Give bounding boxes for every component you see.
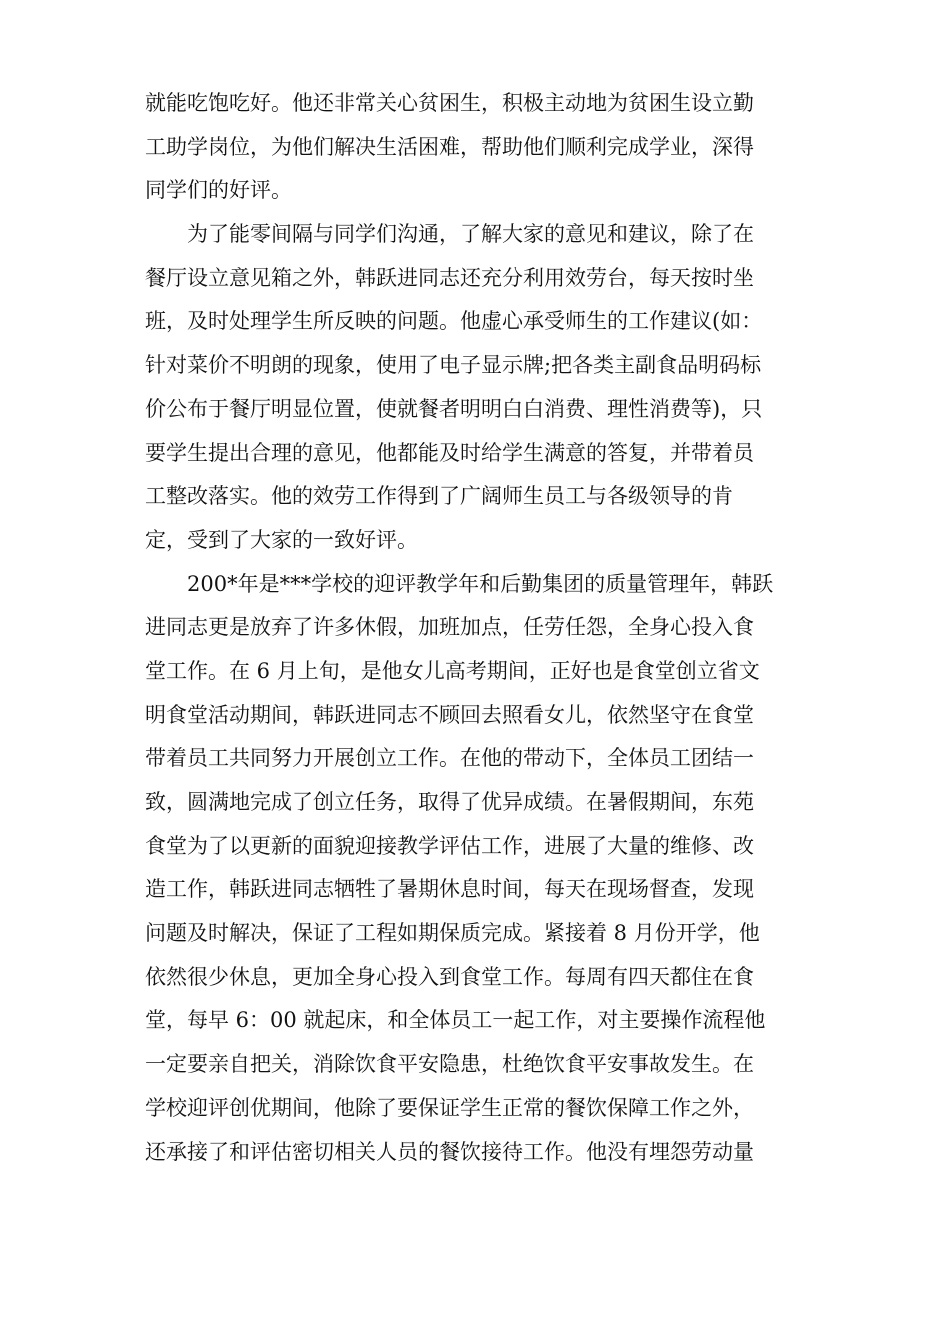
text-line: 明食堂活动期间，韩跃进同志不顾回去照看女儿，依然坚守在食堂	[145, 702, 754, 727]
text-line: 班，及时处理学生所反映的问题。他虚心承受师生的工作建议(如：	[145, 309, 763, 334]
text-line: 就能吃饱吃好。他还非常关心贫困生，积极主动地为贫困生设立勤	[145, 91, 754, 115]
text-line: 堂，每早 6：00 就起床，和全体员工一起工作，对主要操作流程他	[145, 1008, 766, 1033]
text-line: 价公布于餐厅明显位置，使就餐者明明白白消费、理性消费等)，只	[145, 396, 763, 421]
text-line: 还承接了和评估密切相关人员的餐饮接待工作。他没有埋怨劳动量	[145, 1139, 754, 1164]
text-line: 200*年是***学校的迎评教学年和后勤集团的质量管理年，韩跃	[145, 571, 774, 596]
text-line: 一定要亲自把关，消除饮食平安隐患，杜绝饮食平安事故发生。在	[145, 1052, 754, 1077]
text-line: 致，圆满地完成了创立任务，取得了优异成绩。在暑假期间，东苑	[145, 790, 754, 814]
text-line: 同学们的好评。	[145, 178, 292, 203]
text-line: 工整改落实。他的效劳工作得到了广阔师生员工与各级领导的肯	[145, 484, 733, 509]
text-line: 工助学岗位，为他们解决生活困难，帮助他们顺利完成学业，深得	[145, 134, 754, 159]
body-text	[145, 82, 815, 1174]
text-line: 进同志更是放弃了许多休假，加班加点，任劳任怨，全身心投入食	[145, 615, 754, 640]
text-line: 造工作，韩跃进同志牺牲了暑期休息时间，每天在现场督查，发现	[145, 877, 754, 902]
text-line: 食堂为了以更新的面貌迎接教学评估工作，进展了大量的维修、改	[145, 833, 754, 858]
text-line: 餐厅设立意见箱之外，韩跃进同志还充分利用效劳台，每天按时坐	[145, 265, 754, 290]
text-line: 学校迎评创优期间，他除了要保证学生正常的餐饮保障工作之外，	[145, 1095, 754, 1120]
text-line: 问题及时解决，保证了工程如期保质完成。紧接着 8 月份开学，他	[145, 921, 760, 946]
text-line: 定，受到了大家的一致好评。	[145, 527, 418, 552]
text-line: 依然很少休息，更加全身心投入到食堂工作。每周有四天都住在食	[145, 964, 754, 989]
text-line: 针对菜价不明朗的现象，使用了电子显示牌;把各类主副食品明码标	[145, 353, 762, 378]
text-line: 堂工作。在 6 月上旬，是他女儿高考期间，正好也是食堂创立省文	[145, 658, 760, 683]
text-line: 要学生提出合理的意见，他都能及时给学生满意的答复，并带着员	[145, 440, 754, 465]
text-line: 带着员工共同努力开展创立工作。在他的带动下，全体员工团结一	[145, 746, 754, 771]
text-line: 为了能零间隔与同学们沟通，了解大家的意见和建议，除了在	[145, 222, 754, 247]
